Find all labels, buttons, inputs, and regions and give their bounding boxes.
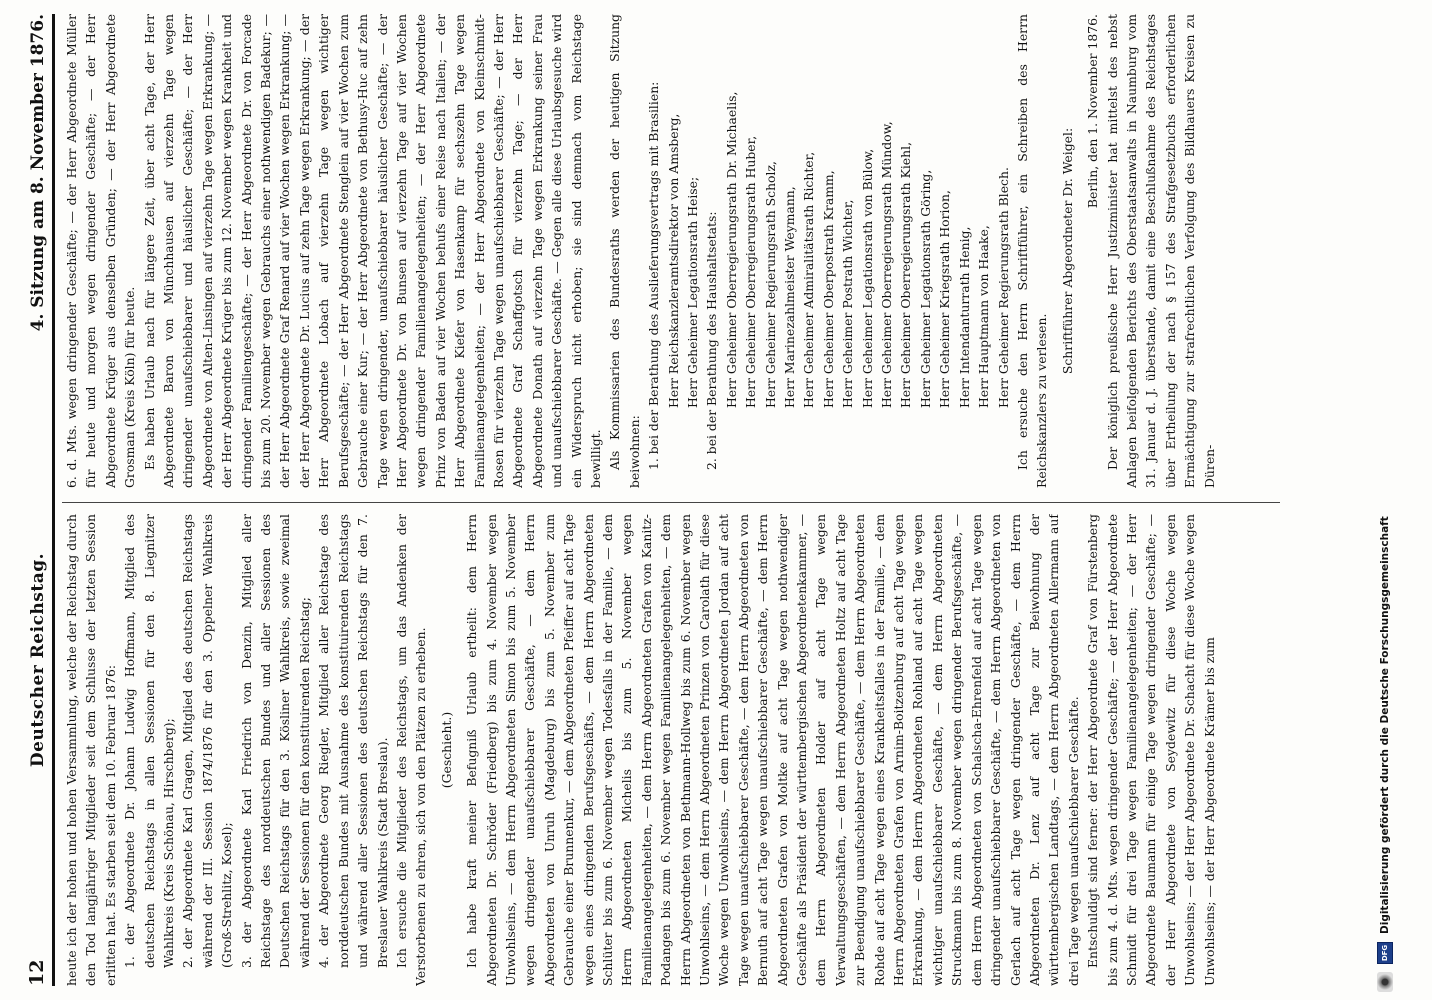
right-column-paragraph: Ich ersuche den Herrn Schriftführer, ein Schreiben des Herrn Reichskanzlers zu verlesen. xyxy=(1014,14,1050,488)
right-column-paragraph: 6. d. Mts. wegen dringender Geschäfte; — der Herr Abgeordnete Müller für heute und morgen wegen dringender Geschäfte; — der Herr Abgeordnete Krüger aus denselben Gründen; — der Herr Abgeordnete Grosman (Kreis Köln) für heute. xyxy=(64,14,138,488)
right-column-paragraph: Der königlich preußische Herr Justizminister hat mittelst des nebst Anlagen beifolgenden Berichts des Oberstaatsanwalts in Naumburg vom 31. Januar d. J. überstande, damit eine Beschlußnahme des Reichstages über Ertheilung der nach § 157 des Strafgesetzbuchs erforderlichen Ermächtigung zur strafrechtlichen Verfolgung des Bildhauers Kreisen zu Düren- xyxy=(1104,14,1217,488)
right-column xyxy=(62,14,1280,488)
left-column-paragraph: Ich habe kraft meiner Befugniß Urlaub ertheilt: dem Herrn Abgeordneten Dr. Schröder (Friedberg) bis zum 4. November wegen Unwohlseins, — dem Herrn Abgeordneten Simon bis zum 5. November wegen dringender unaufschiebbarer Geschäfte, — dem Herrn Abgeordneten von Unruh (Magdeburg) bis zum 5. November zum Gebrauche einer Brunnenkur, — dem Abgeordneten Pfeiffer auf acht Tage wegen eines dringenden Berufsgeschäfts, — dem Herrn Abgeordneten Schlüter bis zum 6. November wegen Todesfalls in der Familie, — dem Herrn Abgeordneten Michelis bis zum 5. November wegen Familienangelegenheiten, — dem Herrn Abgeordneten Grafen von Kanitz-Podangen bis zum 6. November wegen Familienangelegenheiten, — dem Herrn Abgeordneten von Bethmann-Hollweg bis zum 6. November wegen Unwohlseins, — dem Herrn Abgeordneten Prinzen von Carolath für diese Woche wegen Unwohlseins, — dem Herrn Abgeordneten Jordan auf acht Tage wegen unaufschiebbarer Geschäfte, — dem Herrn Abgeordneten von Bernuth auf acht Tage wegen unaufschiebbarer Geschäfte, — dem Herrn Abgeordneten Grafen von Moltke auf acht Tage wegen nothwendiger Geschäfte als Präsident der württembergischen Abgeordnetenkammer, — dem Herrn Abgeordneten Holder auf acht Tage wegen Verwaltungsgeschäften, — dem Herrn Abgeordneten Holtz auf acht Tage zur Beendigung unaufschiebbarer Geschäfte, — dem Herrn Abgeordneten Rohde auf acht Tage wegen eines Krankheitsfalles in der Familie, — dem Herrn Abgeordneten Grafen von Arnim-Boitzenburg auf acht Tage wegen Erkrankung, — dem Herrn Abgeordneten Rohland auf acht Tage wegen wichtiger unaufschiebbarer Geschäfte, — dem Herrn Abgeordneten Struckmann bis zum 8. November wegen dringender Berufsgeschäfte, — dem Herrn Abgeordneten von Schalscha-Ehrenfeld auf acht Tage wegen dringender unaufschiebbarer Geschäfte, — dem Herrn Abgeordneten von Gerlach auf acht Tage wegen dringender Geschäfte, — dem Herrn Abgeordneten Dr. Lenz auf acht Tage zur Beiwohnung der württembergischen Landtags, — dem Herrn Abgeordneten Allermann auf drei Tage wegen unaufschiebbarer Geschäfte. xyxy=(464,514,1081,986)
left-column-paragraph: Ich ersuche die Mitglieder des Reichstags, um das Andenken der Verstorbenen zu ehren, sich von den Plätzen zu erheben. xyxy=(393,514,429,986)
right-column-paragraph: Herr Geheimer Kriegsrath Horion, xyxy=(937,190,953,408)
stamp-icon xyxy=(1377,972,1393,992)
right-column-paragraph: Herr Geheimer Legationsrath Heise; xyxy=(685,176,700,408)
left-column-paragraph: (Geschieht.) xyxy=(438,711,454,789)
left-column-paragraph: Entschuldigt sind ferner: der Herr Abgeordnete Graf von Fürstenberg bis zum 4. d. Mts. wegen dringender Geschäfte; — der Herr Abgeordnete Schmidt für drei Tage wegen Familienangelegenheiten; — der Herr Abgeordnete Baumann für einige Tage wegen dringender Geschäfte; — der Herr Abgeordnete von Seydewitz für diese Woche wegen Unwohlseins; — der Herr Abgeordnete Dr. Schacht für diese Woche wegen Unwohlseins; — der Herr Abgeordnete Krämer bis zum xyxy=(1085,514,1217,986)
left-column-paragraph: 4. der Abgeordnete Georg Riegler, Mitglied aller Reichstage des norddeutschen Bundes mit Ausnahme des konstituirenden Reichstags und während aller Sessionen des deutschen Reichstags für den 7. Breslauer Wahlkreis (Stadt Breslau). xyxy=(316,514,390,968)
right-column-paragraph: Schriftführer Abgeordneter Dr. Weigel: xyxy=(1059,127,1075,375)
right-column-paragraph: Herr Hauptmann von Haake, xyxy=(976,225,992,408)
publication-title: Deutscher Reichstag. xyxy=(28,552,48,768)
digitization-note: Digitalisierung gefördert durch die Deutsche Forschungsgemeinschaft xyxy=(1379,516,1391,934)
right-column-paragraph: Herr Geheimer Oberregierungsrath Kiehl, xyxy=(898,141,914,408)
right-column-paragraph: Herr Geheimer Regierungsrath Blech. xyxy=(995,167,1011,408)
left-column xyxy=(62,514,1280,986)
digitization-footer xyxy=(1376,8,1394,992)
right-column-paragraph: Herr Geheimer Legationsrath von Bülow, xyxy=(859,148,875,408)
right-column-paragraph: Herr Geheimer Oberregierungsrath Mündow, xyxy=(879,121,895,408)
left-column-paragraph: heute ich der hohen und hohen Versammlung, welche der Reichstag durch den Tod langjähriger Mitglieder seit dem Schlusse der letzten Session erlitten hat. Es starben seit dem 10. Februar 1876: xyxy=(64,514,118,986)
left-column-paragraph: 2. der Abgeordnete Karl Gragen, Mitglied des deutschen Reichstags während der III. Session 1874/1876 für den 3. Oppelner Wahlkreis (Groß-Strehlitz, Kosel); xyxy=(180,514,235,968)
page-number: 12 xyxy=(26,959,48,986)
column-divider xyxy=(62,502,1280,503)
right-column-paragraph: Es haben Urlaub nach für längere Zeit, über acht Tage, der Herr Abgeordnete Baron von Münchhausen auf vierzehn Tage wegen dringender unaufschiebbarer und häuslicher Geschäfte; — der Herr Abgeordnete von Alten-Linsingen auf vierzehn Tage wegen Erkrankung; — der Herr Abgeordnete Krüger bis zum 12. November wegen Krankheit und dringender Familiengeschäfte; — der Herr Abgeordnete Dr. von Forcade bis zum 20. November wegen Gebrauchs einer nothwendigen Badekur; — der Herr Abgeordnete Graf Renard auf vier Wochen wegen Erkrankung; — der Herr Abgeordnete Dr. Lucius auf zehn Tage wegen Erkrankung; — der Herr Abgeordnete Lobach auf vierzehn Tage wegen wichtiger Berufsgeschäfte; — der Herr Abgeordnete Stenglein auf vier Wochen zum Gebrauche einer Kur; — der Herr Abgeordnete von Bethusy-Huc auf zehn Tage wegen dringender, unaufschiebbarer häuslicher Geschäfte; — der Herr Abgeordnete Dr. von Bunsen auf vierzehn Tage auf vier Wochen wegen dringender Familienangelegenheiten; — der Herr Abgeordnete Prinz von Baden auf vier Wochen behufs einer Reise nach Italien; — der Herr Abgeordnete Kiefer von Hasenkamp für sechszehn Tage wegen Familienangelegenheiten; — der Herr Abgeordnete von Kleinschmidt-Rosen für vierzehn Tage wegen unaufschiebbarer Geschäfte; — der Herr Abgeordnete Graf Schaffgotsch für vierzehn Tage; — der Herr Abgeordnete Donath auf vierzehn Tage wegen Erkrankung seiner Frau und unaufschiebbarer Geschäfte. — Gegen alle diese Urlaubsgesuche wird ein Widerspruch nicht erhoben; sie sind demnach vom Reichstage bewilligt. xyxy=(141,14,603,488)
right-column-paragraph: Herr Geheimer Postrath Wichter, xyxy=(840,199,856,408)
right-column-paragraph: Herr Intendanturrath Henig, xyxy=(956,226,972,408)
right-column-paragraph: 2. bei der Berathung des Haushaltsetats: xyxy=(704,211,720,470)
right-column-paragraph: Herr Reichskanzleramtsdirektor von Amsberg, xyxy=(665,113,681,408)
right-column-paragraph: Herr Geheimer Oberregierungsrath Dr. Michaelis, xyxy=(723,91,739,408)
right-column-paragraph: 1. bei der Berathung des Auslieferungsvertrags mit Brasilien: xyxy=(646,81,662,470)
left-column-paragraph: 3. der Abgeordnete Karl Friedrich von Denzin, Mitglied aller Reichstage des norddeutschen Bundes und aller Sessionen des Deutschen Reichstags für den 3. Kösliner Wahlkreis, sowie zweimal während der Sessionen für den konstituirenden Reichstag; xyxy=(238,514,312,968)
dfg-logo: DFG xyxy=(1377,942,1393,964)
page-header xyxy=(8,14,48,986)
right-column-paragraph: Herr Geheimer Legationsrath Göring, xyxy=(917,169,933,408)
right-column-paragraph: Herr Geheimer Oberregierungsrath Huber, xyxy=(743,135,759,408)
right-column-paragraph: Herr Geheimer Oberpostrath Kramm, xyxy=(820,170,836,408)
left-column-paragraph: 1. der Abgeordnete Dr. Johann Ludwig Hoffmann, Mitglied des deutschen Reichstags in allen Sessionen für den 8. Liegnitzer Wahlkreis (Kreis Schönau, Hirschberg); xyxy=(122,514,177,968)
right-column-paragraph: Herr Geheimer Admiralitätsrath Richter, xyxy=(801,151,817,408)
right-column-paragraph: Berlin, den 1. November 1876. xyxy=(1085,14,1101,209)
right-column-paragraph: Herr Geheimer Regierungsrath Scholz, xyxy=(762,161,778,408)
right-column-paragraph: Als Kommissarien des Bundesraths werden der heutigen Sitzung beiwohnen: xyxy=(607,14,642,488)
header-rule xyxy=(52,14,55,986)
right-column-paragraph: Herr Marinezahlmeister Weymann, xyxy=(782,186,798,408)
session-date: 4. Sitzung am 8. November 1876. xyxy=(28,14,48,332)
